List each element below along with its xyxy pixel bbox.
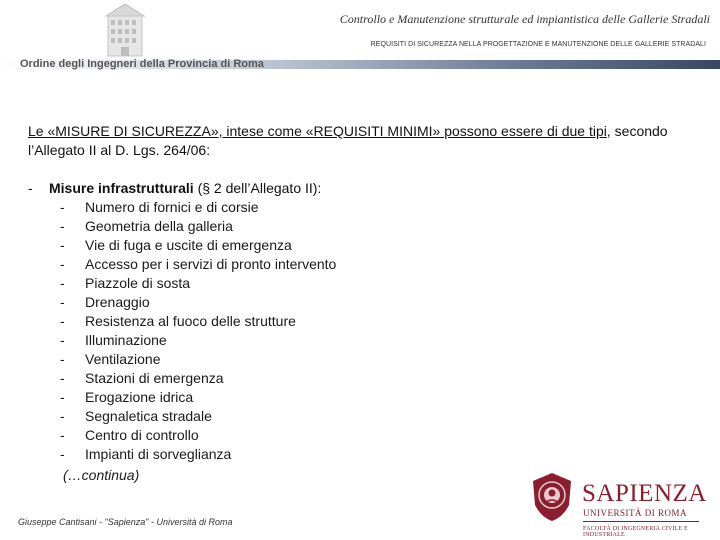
list-item: - Erogazione idrica bbox=[60, 389, 194, 405]
section-heading bbox=[49, 180, 321, 196]
logo-divider bbox=[583, 521, 699, 522]
continued-note: (…continua) bbox=[63, 467, 140, 483]
list-item: - Piazzole di sosta bbox=[60, 275, 191, 291]
building-logo-icon bbox=[102, 2, 148, 60]
organization-name: Ordine degli Ingegneri della Provincia di Roma bbox=[20, 58, 264, 70]
sapienza-seal-icon bbox=[529, 471, 575, 523]
list-item: - Segnaletica stradale bbox=[60, 408, 212, 424]
list-item: - Ventilazione bbox=[60, 351, 161, 367]
intro-text: , secondo l’Allegato II al D. Lgs. 264/06: bbox=[28, 123, 668, 158]
faculty-name: FACOLTÀ DI INGEGNERIA CIVILE E INDUSTRIALE bbox=[583, 526, 688, 538]
intro-paragraph bbox=[28, 122, 698, 160]
presentation-title: Controllo e Manutenzione strutturale ed impiantistica delle Gallerie Stradali bbox=[339, 12, 710, 26]
intro-underlined-text: Le «MISURE DI SICUREZZA», intese come «REQUISITI MINIMI» possono essere di due tipi bbox=[28, 123, 607, 139]
list-item: - Geometria della galleria bbox=[60, 218, 233, 234]
footer-author: Giuseppe Cantisani - "Sapienza" - Università di Roma bbox=[18, 517, 233, 527]
university-name: SAPIENZA bbox=[582, 480, 707, 507]
list-item: - Impianti di sorveglianza bbox=[60, 446, 232, 462]
section-bullet: - bbox=[28, 180, 33, 196]
list-item: - Accesso per i servizi di pronto intervento bbox=[60, 256, 337, 272]
list-item: - Vie di fuga e uscite di emergenza bbox=[60, 237, 292, 253]
measures-list bbox=[60, 198, 336, 464]
list-item: - Numero di fornici e di corsie bbox=[60, 199, 259, 215]
list-item: - Drenaggio bbox=[60, 294, 150, 310]
list-item: - Illuminazione bbox=[60, 332, 167, 348]
list-item: - Centro di controllo bbox=[60, 427, 199, 443]
list-item: - Resistenza al fuoco delle strutture bbox=[60, 313, 296, 329]
section-label: Misure infrastrutturali bbox=[49, 180, 194, 196]
section-suffix: (§ 2 dell’Allegato II): bbox=[193, 180, 322, 196]
list-item: - Stazioni di emergenza bbox=[60, 370, 224, 386]
presentation-subtitle: REQUISITI DI SICUREZZA NELLA PROGETTAZIONE E MANUTENZIONE DELLE GALLERIE STRADALI bbox=[370, 41, 706, 48]
university-subtitle: UNIVERSITÀ DI ROMA bbox=[583, 508, 687, 518]
